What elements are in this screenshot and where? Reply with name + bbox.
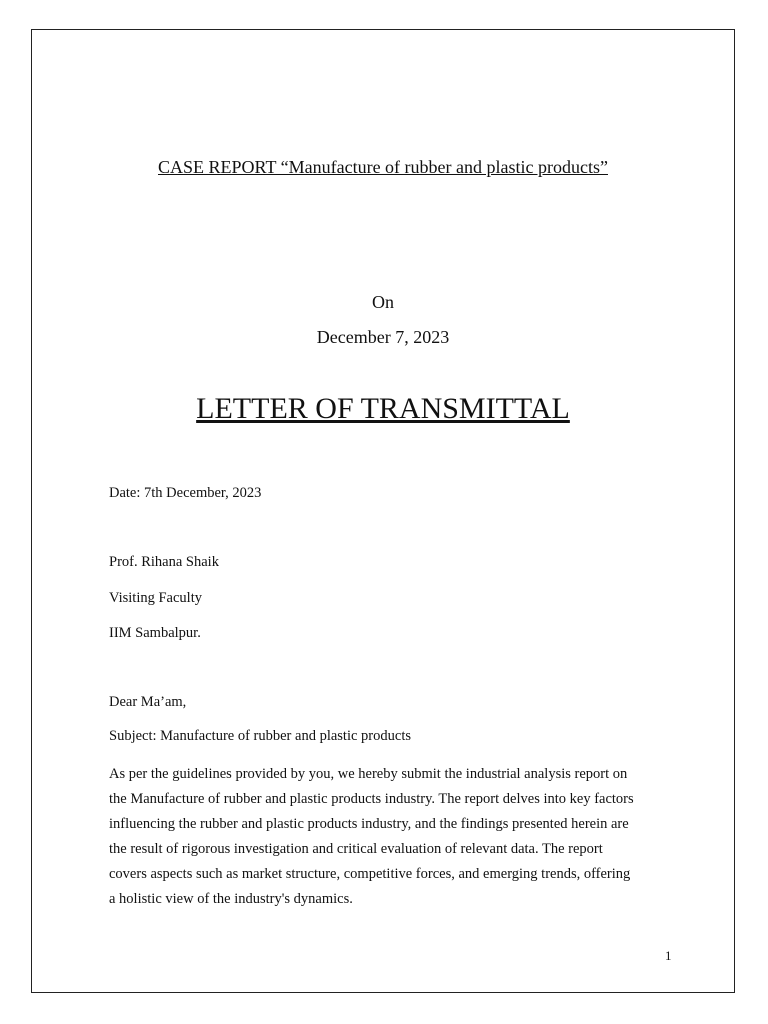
page-number: 1: [665, 948, 672, 963]
body-paragraph: [109, 762, 679, 912]
on-label: On: [372, 292, 394, 312]
paragraph-line: the Manufacture of rubber and plastic products industry. The report delves into key factors: [109, 791, 634, 807]
recipient-name: Prof. Rihana Shaik: [109, 554, 219, 570]
report-date: December 7, 2023: [316, 327, 450, 347]
subject-line: Subject: Manufacture of rubber and plastic products: [109, 728, 411, 744]
letter-title: LETTER OF TRANSMITTAL: [196, 392, 570, 425]
recipient-designation: Visiting Faculty: [109, 590, 202, 606]
salutation: Dear Ma’am,: [109, 694, 187, 710]
paragraph-line: covers aspects such as market structure, competitive forces, and emerging trends, offering: [109, 866, 631, 882]
paragraph-line: a holistic view of the industry's dynamics.: [109, 891, 353, 907]
recipient-institution: IIM Sambalpur.: [109, 625, 201, 641]
paragraph-line: influencing the rubber and plastic products industry, and the findings presented herein are: [109, 816, 629, 832]
paragraph-line: As per the guidelines provided by you, we hereby submit the industrial analysis report on: [109, 766, 628, 782]
letter-date: Date: 7th December, 2023: [109, 485, 262, 501]
case-report-title: CASE REPORT “Manufacture of rubber and plastic products”: [158, 157, 608, 177]
paragraph-line: the result of rigorous investigation and critical evaluation of relevant data. The report: [109, 841, 603, 857]
